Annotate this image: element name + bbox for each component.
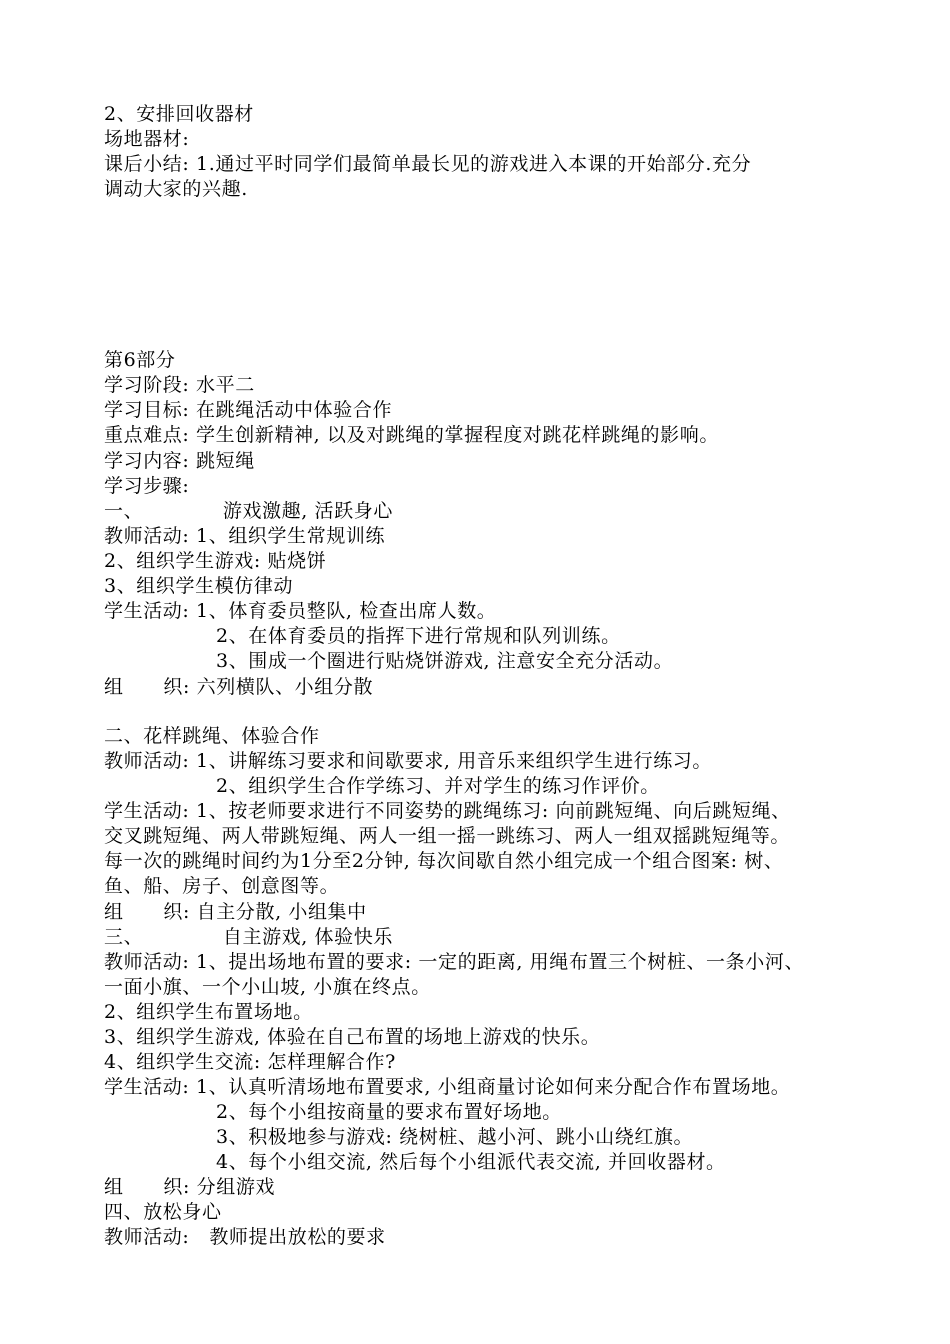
text-line: 3、组织学生模仿律动 bbox=[104, 575, 294, 597]
text-line-organization: 组 织: 分组游戏 bbox=[104, 1176, 276, 1198]
section-title: 一、 游戏激趣, 活跃身心 bbox=[104, 500, 393, 522]
section-title: 三、 自主游戏, 体验快乐 bbox=[104, 926, 393, 948]
part-heading: 第6部分 bbox=[104, 349, 176, 371]
text-line: 2、组织学生游戏: 贴烧饼 bbox=[104, 550, 327, 572]
text-line: 2、在体育委员的指挥下进行常规和队列训练。 bbox=[216, 625, 621, 647]
text-line: 交叉跳短绳、两人带跳短绳、两人一组一摇一跳练习、两人一组双摇跳短绳等。 bbox=[104, 825, 791, 847]
text-line: 学生活动: 1、体育委员整队, 检查出席人数。 bbox=[104, 600, 497, 622]
text-line-steps: 学习步骤: bbox=[104, 475, 190, 497]
text-line: 3、积极地参与游戏: 绕树桩、越小河、跳小山绕红旗。 bbox=[216, 1126, 694, 1148]
text-line: 教师活动: 1、讲解练习要求和间歇要求, 用音乐来组织学生进行练习。 bbox=[104, 750, 713, 772]
text-line: 4、每个小组交流, 然后每个小组派代表交流, 并回收器材。 bbox=[216, 1151, 726, 1173]
text-line: 教师活动: 教师提出放松的要求 bbox=[104, 1226, 386, 1248]
text-line: 2、组织学生合作学练习、并对学生的练习作评价。 bbox=[216, 775, 660, 797]
text-line-summary-cont: 调动大家的兴趣. bbox=[104, 178, 248, 200]
text-line-organization: 组 织: 六列横队、小组分散 bbox=[104, 676, 374, 698]
text-line: 一面小旗、一个小山坡, 小旗在终点。 bbox=[104, 976, 431, 998]
text-line: 2、组织学生布置场地。 bbox=[104, 1001, 313, 1023]
text-line: 学生活动: 1、认真听清场地布置要求, 小组商量讨论如何来分配合作布置场地。 bbox=[104, 1076, 791, 1098]
section-title: 四、放松身心 bbox=[104, 1201, 222, 1223]
text-line-difficulty: 重点难点: 学生创新精神, 以及对跳绳的掌握程度对跳花样跳绳的影响。 bbox=[104, 424, 719, 446]
text-line-organization: 组 织: 自主分散, 小组集中 bbox=[104, 901, 367, 923]
text-line: 3、围成一个圈进行贴烧饼游戏, 注意安全充分活动。 bbox=[216, 650, 674, 672]
text-line-content: 学习内容: 跳短绳 bbox=[104, 450, 255, 472]
text-line: 每一次的跳绳时间约为1分至2分钟, 每次间歇自然小组完成一个组合图案: 树、 bbox=[104, 850, 784, 872]
text-line: 2、每个小组按商量的要求布置好场地。 bbox=[216, 1101, 562, 1123]
text-line: 教师活动: 1、提出场地布置的要求: 一定的距离, 用绳布置三个树桩、一条小河、 bbox=[104, 951, 805, 973]
text-line-equipment: 场地器材: bbox=[104, 128, 190, 150]
text-line: 教师活动: 1、组织学生常规训练 bbox=[104, 525, 386, 547]
text-line: 3、组织学生游戏, 体验在自己布置的场地上游戏的快乐。 bbox=[104, 1026, 601, 1048]
text-line-recycle: 2、安排回收器材 bbox=[104, 103, 254, 125]
text-line: 学生活动: 1、按老师要求进行不同姿势的跳绳练习: 向前跳短绳、向后跳短绳、 bbox=[104, 800, 791, 822]
text-line: 鱼、船、房子、创意图等。 bbox=[104, 875, 340, 897]
section-title: 二、花样跳绳、体验合作 bbox=[104, 725, 320, 747]
text-line-goal: 学习目标: 在跳绳活动中体验合作 bbox=[104, 399, 393, 421]
text-line: 4、组织学生交流: 怎样理解合作? bbox=[104, 1051, 396, 1073]
text-line-summary: 课后小结: 1.通过平时同学们最简单最长见的游戏进入本课的开始部分.充分 bbox=[104, 153, 752, 175]
text-line-stage: 学习阶段: 水平二 bbox=[104, 374, 255, 396]
